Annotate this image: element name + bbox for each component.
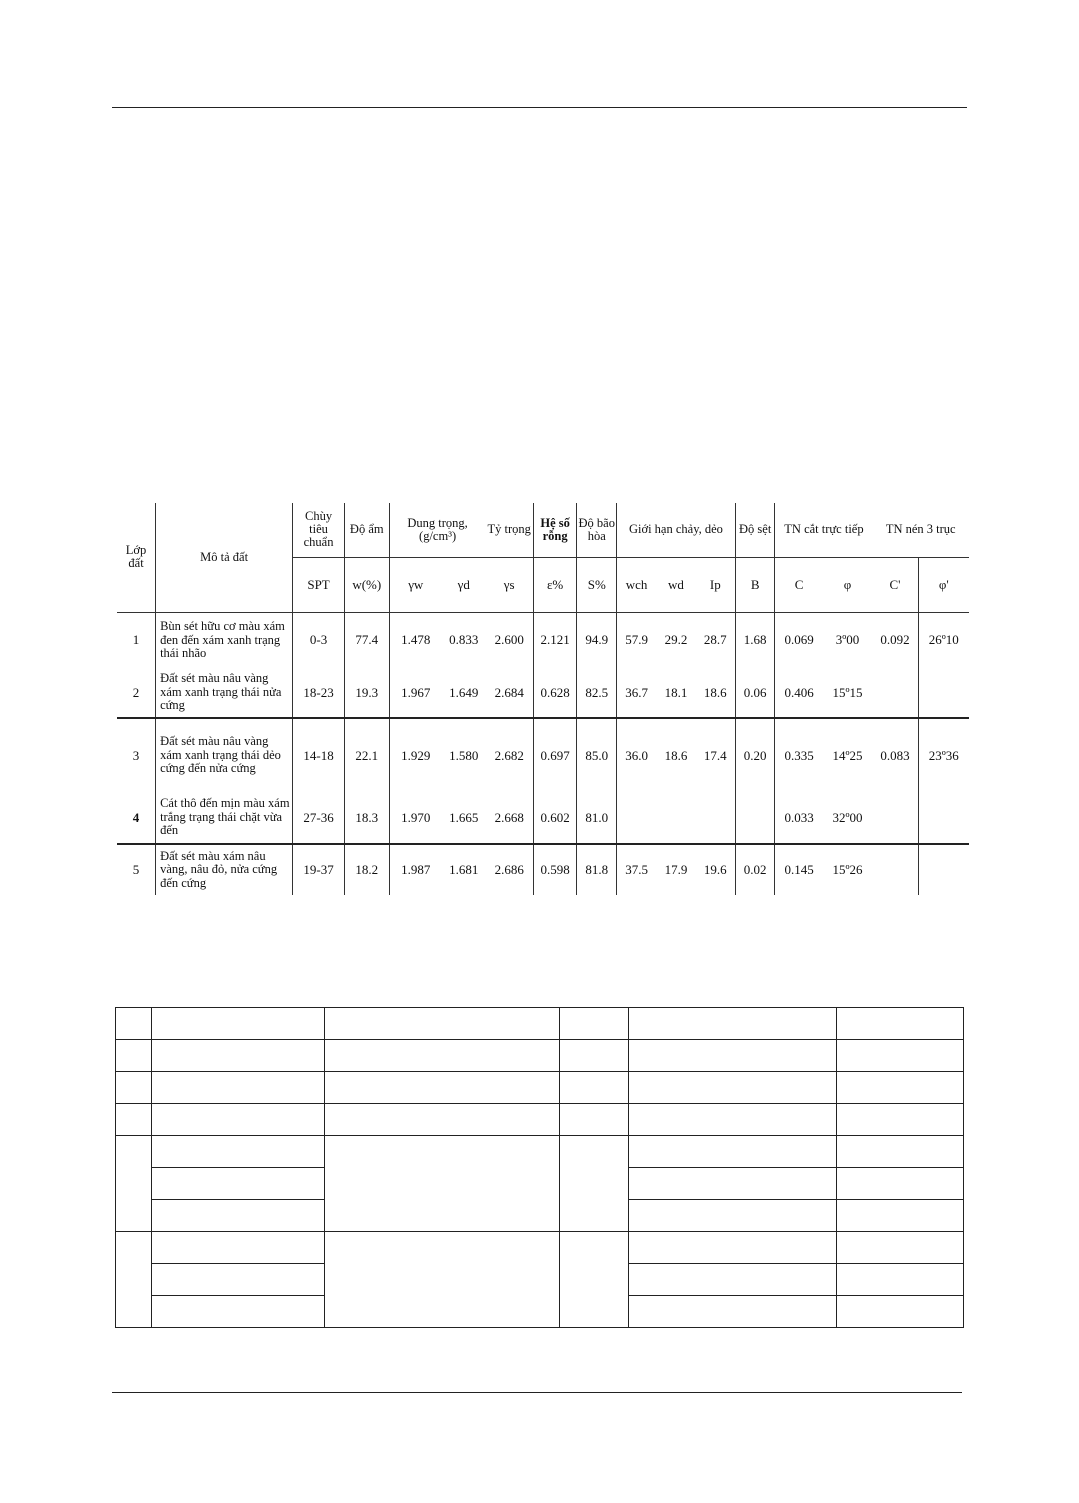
grid-cell (116, 1104, 152, 1136)
table-row (117, 668, 969, 718)
table-row (116, 1040, 964, 1072)
footer-rule (112, 1392, 962, 1393)
table-row (116, 1232, 964, 1264)
grid-cell (560, 1008, 629, 1040)
cell-wd: 29.2 (664, 632, 688, 648)
header-lop-dat: Lớp đất (117, 503, 156, 612)
cell-gamma-w: 1.929 (389, 718, 442, 792)
header-chuy-tieu-chuan: Chùy tiêu chuẩn (293, 503, 345, 557)
grid-cell (837, 1104, 964, 1136)
grid-cell (116, 1136, 152, 1232)
grid-cell (325, 1008, 560, 1040)
cell-wd (656, 792, 696, 844)
cell-wch: 57.9 (617, 612, 657, 668)
grid-cell (560, 1040, 629, 1072)
cell-epsilon: 0.598 (533, 844, 577, 895)
cell-b (735, 792, 775, 844)
cell-phi: 3º00 (835, 632, 860, 648)
cell-gamma-d: 1.649 (449, 684, 479, 700)
cell-s: 82.5 (577, 668, 617, 718)
grid-cell (325, 1136, 560, 1232)
grid-cell (837, 1296, 964, 1328)
cell-s: 81.8 (577, 844, 617, 895)
cell-lop: 5 (117, 844, 156, 895)
cell-epsilon: 2.121 (533, 612, 577, 668)
subheader-b: B (735, 557, 775, 612)
grid-cell (325, 1104, 560, 1136)
cell-gamma-w: 1.970 (389, 792, 442, 844)
grid-cell (837, 1232, 964, 1264)
cell-gamma-s: 2.686 (486, 844, 534, 895)
grid-cell (152, 1040, 325, 1072)
cell-ip (696, 792, 736, 844)
cell-wd: 18.1 (664, 684, 688, 700)
grid-cell (152, 1136, 325, 1168)
cell-c: 0.145 (775, 844, 823, 895)
cell-w: 19.3 (344, 668, 389, 718)
grid-cell (837, 1008, 964, 1040)
cell-gamma-s: 2.668 (494, 809, 524, 825)
cell-phi-prime (918, 668, 969, 718)
grid-cell (325, 1040, 560, 1072)
grid-cell (152, 1104, 325, 1136)
table-row (117, 844, 969, 895)
subheader-phi-prime: φ' (918, 557, 969, 612)
cell-phi-prime: 26º10 (918, 612, 969, 668)
cell-spt: 19-37 (293, 844, 345, 895)
cell-gamma-d: 0.833 (449, 632, 479, 648)
cell-c-prime (872, 844, 918, 895)
grid-cell (837, 1040, 964, 1072)
grid-cell (629, 1104, 837, 1136)
subheader-gamma-s: γs (486, 557, 534, 612)
cell-c: 0.406 (775, 668, 823, 718)
cell-s: 81.0 (577, 792, 617, 844)
cell-wch: 36.0 (617, 718, 657, 792)
cell-wd: 17.9 (656, 844, 696, 895)
table-row (116, 1104, 964, 1136)
header-rule (112, 107, 967, 108)
grid-cell (152, 1072, 325, 1104)
cell-lop: 3 (117, 718, 156, 792)
cell-c-prime: 0.092 (880, 632, 910, 648)
grid-cell (629, 1200, 837, 1232)
grid-cell (629, 1168, 837, 1200)
cell-epsilon: 0.628 (533, 668, 577, 718)
cell-gamma-s: 2.684 (494, 684, 524, 700)
grid-cell (629, 1040, 837, 1072)
cell-c: 0.335 (775, 718, 823, 792)
cell-gamma-d: 1.665 (449, 809, 479, 825)
table-row (116, 1136, 964, 1168)
grid-cell (560, 1136, 629, 1232)
cell-mota: Đất sét màu xám nâu vàng, nâu đỏ, nửa cứng đến cứng (156, 844, 293, 895)
cell-spt: 18-23 (293, 668, 345, 718)
grid-cell (325, 1072, 560, 1104)
header-tn-cat: TN cắt trực tiếp (775, 503, 872, 557)
subheader-epsilon: ε% (533, 557, 577, 612)
subheader-c-prime: C' (872, 557, 918, 612)
grid-cell (629, 1136, 837, 1168)
cell-spt: 27-36 (293, 792, 345, 844)
grid-cell (152, 1264, 325, 1296)
grid-cell (325, 1232, 560, 1328)
grid-cell (152, 1232, 325, 1264)
cell-w: 77.4 (344, 612, 389, 668)
grid-cell (837, 1200, 964, 1232)
subheader-wch: wch (617, 557, 657, 612)
cell-gamma-d: 1.681 (442, 844, 486, 895)
cell-mota: Cát thô đến mịn màu xám trắng trạng thái chặt vừa đến (156, 792, 293, 844)
cell-mota: Đất sét màu nâu vàng xám xanh trạng thái nửa cứng (156, 668, 293, 718)
grid-cell (837, 1168, 964, 1200)
cell-lop: 4 (132, 809, 140, 825)
table-row (117, 612, 969, 668)
cell-c: 0.033 (775, 792, 823, 844)
cell-phi: 15º26 (823, 844, 873, 895)
grid-cell (629, 1264, 837, 1296)
cell-mota: Đất sét màu nâu vàng xám xanh trạng thái dẻo cứng đến nửa cứng (156, 718, 293, 792)
subheader-ip: Ip (696, 557, 736, 612)
subheader-s: S% (577, 557, 617, 612)
cell-phi-prime (918, 792, 969, 844)
cell-spt: 0-3 (293, 612, 345, 668)
cell-b: 0.20 (735, 718, 775, 792)
cell-wch: 37.5 (617, 844, 657, 895)
grid-cell (152, 1168, 325, 1200)
subheader-wd: wd (656, 557, 696, 612)
cell-lop: 2 (132, 684, 140, 700)
table-row (117, 718, 969, 792)
cell-phi: 15º15 (832, 684, 863, 700)
header-gioi-han: Giới hạn chảy, dẻo (617, 503, 736, 557)
grid-cell (152, 1008, 325, 1040)
cell-spt: 14-18 (293, 718, 345, 792)
header-dung-trong: Dung trọng, (g/cm³) (389, 503, 485, 557)
header-do-am: Độ ẩm (344, 503, 389, 557)
cell-s: 85.0 (577, 718, 617, 792)
cell-ip: 28.7 (703, 632, 727, 648)
cell-phi-prime: 23º36 (918, 718, 969, 792)
grid-cell (629, 1072, 837, 1104)
cell-gamma-s: 2.682 (486, 718, 534, 792)
header-do-bao-hoa: Độ bão hòa (577, 503, 617, 557)
table-row (117, 792, 969, 844)
header-tn-nen: TN nén 3 trục (885, 522, 956, 537)
cell-lop: 1 (132, 632, 140, 648)
cell-c: 0.069 (775, 612, 823, 668)
subheader-c: C (775, 557, 823, 612)
grid-cell (116, 1232, 152, 1328)
cell-w: 18.2 (344, 844, 389, 895)
cell-b: 0.02 (735, 844, 775, 895)
cell-c-prime (872, 668, 918, 718)
table-row (116, 1072, 964, 1104)
grid-cell (629, 1008, 837, 1040)
grid-cell (560, 1072, 629, 1104)
cell-s: 94.9 (577, 612, 617, 668)
cell-b: 1.68 (735, 612, 775, 668)
cell-ip: 17.4 (696, 718, 736, 792)
cell-epsilon: 0.602 (533, 792, 577, 844)
subheader-w: w(%) (344, 557, 389, 612)
cell-phi: 14º25 (823, 718, 873, 792)
cell-gamma-w: 1.987 (389, 844, 442, 895)
grid-cell (837, 1136, 964, 1168)
cell-gamma-w: 1.967 (389, 668, 442, 718)
header-do-set: Độ sệt (735, 503, 775, 557)
cell-w: 18.3 (344, 792, 389, 844)
table-row (116, 1008, 964, 1040)
cell-wch: 36.7 (617, 668, 657, 718)
cell-b: 0.06 (735, 668, 775, 718)
cell-wd: 18.6 (656, 718, 696, 792)
grid-cell (116, 1040, 152, 1072)
empty-grid-table (115, 1007, 964, 1328)
subheader-gamma-d: γd (442, 557, 486, 612)
grid-cell (629, 1296, 837, 1328)
cell-gamma-w: 1.478 (389, 612, 442, 668)
grid-cell (560, 1232, 629, 1328)
cell-phi: 32º00 (832, 809, 863, 825)
grid-cell (152, 1200, 325, 1232)
cell-c-prime: 0.083 (872, 718, 918, 792)
cell-epsilon: 0.697 (533, 718, 577, 792)
cell-gamma-d: 1.580 (442, 718, 486, 792)
cell-wch (617, 792, 657, 844)
subheader-gamma-w: γw (389, 557, 442, 612)
subheader-phi: φ (823, 557, 873, 612)
header-ty-trong: Tỷ trọng (487, 522, 531, 537)
cell-phi-prime (918, 844, 969, 895)
subheader-spt: SPT (293, 557, 345, 612)
soil-properties-table (117, 503, 969, 895)
cell-c-prime (872, 792, 918, 844)
cell-gamma-s: 2.600 (494, 632, 524, 648)
grid-cell (629, 1232, 837, 1264)
grid-cell (116, 1008, 152, 1040)
grid-cell (837, 1072, 964, 1104)
cell-mota: Bùn sét hữu cơ màu xám đen đến xám xanh trạng thái nhão (156, 612, 293, 668)
cell-ip: 18.6 (703, 684, 727, 700)
grid-cell (560, 1104, 629, 1136)
header-he-so-rong: Hệ số rỗng (533, 503, 577, 557)
grid-cell (837, 1264, 964, 1296)
header-mo-ta: Mô tả đất (156, 503, 293, 612)
cell-ip: 19.6 (696, 844, 736, 895)
grid-cell (116, 1072, 152, 1104)
grid-cell (152, 1296, 325, 1328)
cell-w: 22.1 (344, 718, 389, 792)
